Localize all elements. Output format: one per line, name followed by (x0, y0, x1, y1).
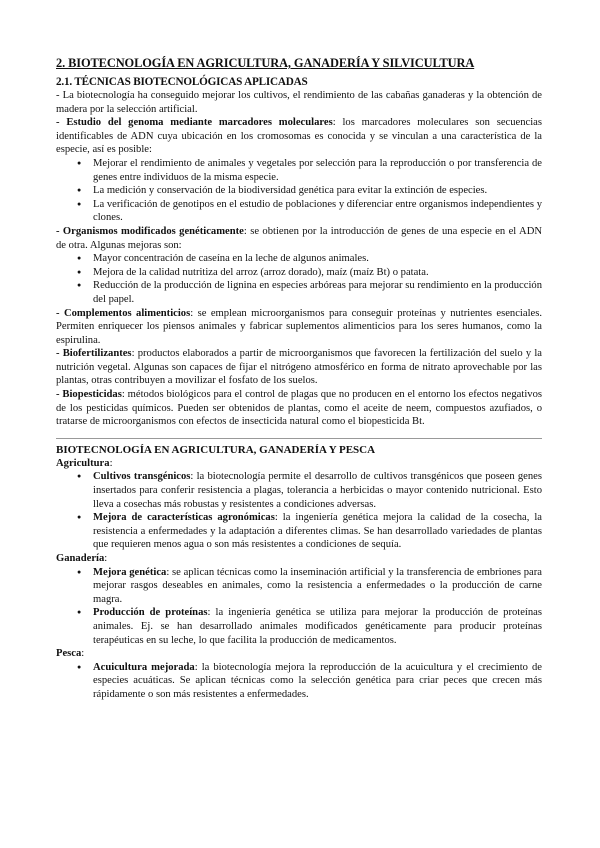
intro-paragraph: - La biotecnología ha conseguido mejorar los cultivos, el rendimiento de las cabañas ganaderas y la obtención de madera por la selección artificial. (56, 90, 542, 115)
bullet-list-markers (56, 157, 542, 225)
list-item: ● Reducción de la producción de lignina en especies arbóreas para mejorar su rendimiento en la producción del papel. (56, 279, 542, 306)
category-label-pesca: Pesca: (56, 648, 85, 660)
list-item: ● Mayor concentración de caseína en la leche de algunos animales. (56, 252, 542, 266)
list-item: ● Cultivos transgénicos: la biotecnología permite el desarrollo de cultivos transgénicos que poseen genes insertados para conferir resistencia a plagas, tolerancia a herbicidas o mayor contenido nutricional. Esto lleva a cosechas más robustas y resistentes a condiciones adversas. (56, 470, 542, 511)
bullet-list-agricultura (56, 470, 542, 552)
document-title: 2. BIOTECNOLOGÍA EN AGRICULTURA, GANADERÍA Y SILVICULTURA (56, 56, 475, 70)
bullet-list-gmo (56, 252, 542, 306)
bullet-list-ganaderia (56, 566, 542, 648)
paragraph-lead: - Complementos alimenticios (56, 307, 191, 319)
paragraph-gmo (56, 225, 542, 252)
paragraph-lead: - Estudio del genoma mediante marcadores moleculares (56, 117, 333, 129)
paragraph-text: : métodos biológicos para el control de plagas que no producen en el entorno los efectos negativos de los pesticidas químicos. Pueden ser obtenidos de plantas, como el aceite de neem, compuestos azufiados, o tratarse de microorganismos con efectos de insecticida natural como el biopesticida Bt. (56, 389, 542, 428)
list-item: ● Acuicultura mejorada: la biotecnología mejora la reproducción de la acuicultura y el crecimiento de especies acuáticas. Se aplican técnicas como la selección genética para criar peces que crecen más rápidamente o son más resistentes a enfermedades. (56, 661, 542, 702)
paragraph-lead: - Biopesticidas (56, 389, 122, 401)
paragraph-text: : productos elaborados a partir de microorganismos que favorecen la fertilización del suelo y la nutrición vegetal. Algunas son capaces de fijar el nitrógeno atmosférico en forma de nitrato aprovechable por las plantas, otras contribuyen a movilizar el fosfato de los suelos. (56, 348, 543, 387)
list-item: ● Mejora de características agronómicas: la ingeniería genética mejora la calidad de la cosecha, la resistencia a enfermedades y la adaptación a diferentes climas. Se han desarrollado variedades de plantas que requieren menos agua o son más resistentes a condiciones de sequía. (56, 511, 542, 552)
list-item: ● Producción de proteínas: la ingeniería genética se utiliza para mejorar la producción de proteínas animales. Ej. se han desarrollado animales modificados genéticamente para producir proteínas terapéuticas en su leche, lo que facilita la producción de medicamentos. (56, 606, 542, 647)
paragraph-markers (56, 116, 542, 157)
paragraph-supplements (56, 307, 542, 348)
paragraph-text: : se obtienen por la introducción de genes de una especie en el ADN de otra. Algunas mejoras son: (56, 225, 542, 251)
list-item: ● Mejora de la calidad nutritiza del arroz (arroz dorado), maíz (maíz Bt) o patata. (56, 266, 542, 280)
document-page (56, 56, 542, 702)
paragraph-lead: - Biofertilizantes (56, 348, 132, 360)
paragraph-biopesticides (56, 388, 542, 429)
section-heading-techniques: 2.1. TÉCNICAS BIOTECNOLÓGICAS APLICADAS (56, 76, 308, 88)
list-item: ● Mejorar el rendimiento de animales y vegetales por selección para la reproducción o por transferencia de genes entre individuos de la misma especie. (56, 157, 542, 184)
list-item: ● Mejora genética: se aplican técnicas como la inseminación artificial y la transferencia de embriones para mejorar rasgos deseables en animales, como la resistencia a enfermedades o la producción de carne magra. (56, 566, 542, 607)
category-label-ganaderia: Ganadería: (56, 553, 108, 564)
paragraph-lead: - Organismos modificados genéticamente (56, 225, 244, 237)
category-label-agricultura: Agricultura: (56, 457, 113, 469)
paragraph-text: : los marcadores moleculares son secuencias identificables de ADN cuya ubicación en los cromosomas es conocida y se vinculan a una característica de la especie, así es posible: (56, 117, 542, 156)
section-heading-agriculture-livestock-fishing: BIOTECNOLOGÍA EN AGRICULTURA, GANADERÍA Y PESCA (56, 443, 376, 456)
section-divider (56, 438, 542, 439)
list-item: ● La verificación de genotipos en el estudio de poblaciones y diferenciar entre organismos independientes y clones. (56, 198, 542, 225)
paragraph-text: : se emplean microorganismos para conseguir proteínas y nutrientes esenciales. Permiten enriquecer los piensos animales y fabricar suplementos alimenticios para los seres humanos, como la espirulina. (56, 307, 542, 346)
bullet-list-pesca (56, 661, 542, 702)
paragraph-biofertilizers (56, 347, 542, 388)
list-item: ● La medición y conservación de la biodiversidad genética para evitar la extinción de especies. (56, 184, 542, 198)
